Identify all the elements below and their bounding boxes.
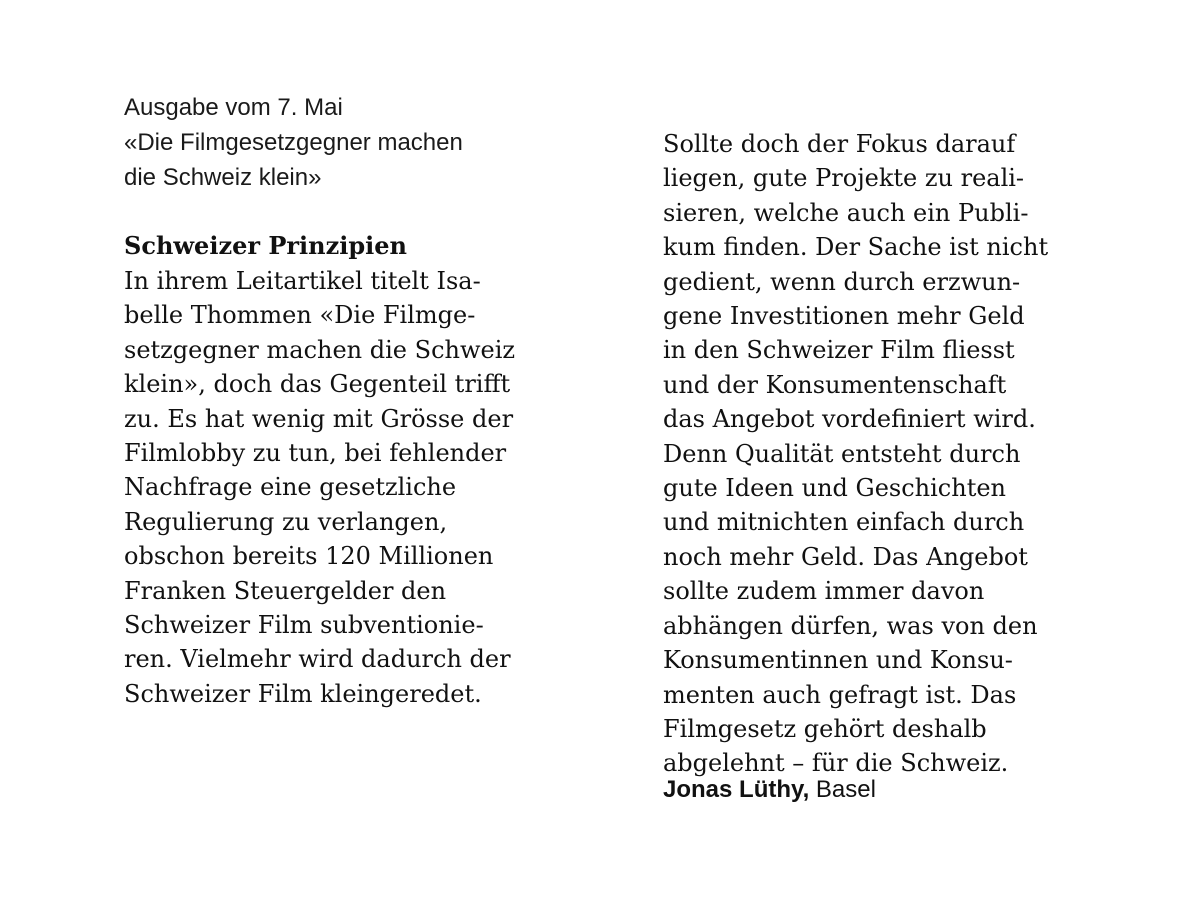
text-line: gene Investitionen mehr Geld — [663, 302, 1025, 331]
source-article-title-line: «Die Filmgesetzgegner machen — [124, 129, 463, 156]
text-line: sollte zudem immer davon — [663, 577, 985, 606]
source-reference — [124, 90, 584, 195]
text-line: Sollte doch der Fokus darauf — [663, 130, 1016, 158]
letter-body-left-column — [124, 264, 584, 711]
text-line: belle Thommen «Die Filmge- — [124, 301, 476, 330]
text-line: gedient, wenn durch erzwun- — [663, 267, 1021, 296]
text-line: Schweizer Film subventionie- — [124, 611, 484, 640]
text-line: abgelehnt – für die Schweiz. — [663, 749, 1009, 778]
text-line: Konsumentinnen und Konsu- — [663, 646, 1013, 675]
text-line: obschon bereits 120 Millionen — [124, 542, 494, 571]
text-line: abhängen dürfen, was von den — [663, 611, 1038, 640]
source-article-title-line: die Schweiz klein» — [124, 164, 322, 191]
text-line: und der Konsumentenschaft — [663, 370, 1007, 399]
text-line: Franken Steuergelder den — [124, 576, 447, 605]
letter-body-right-column — [663, 127, 1143, 781]
text-line: sieren, welche auch ein Publi- — [663, 198, 1029, 227]
author-name: Jonas Lüthy, — [663, 776, 810, 803]
text-line: in den Schweizer Film fliesst — [663, 336, 1015, 365]
author-location: Basel — [815, 776, 876, 803]
text-line: Regulierung zu verlangen, — [124, 507, 448, 536]
text-line: gute Ideen und Geschichten — [663, 474, 1007, 503]
text-line: und mitnichten einfach durch — [663, 508, 1025, 537]
text-line: menten auch gefragt ist. Das — [663, 680, 1017, 709]
letter-signature — [663, 773, 876, 807]
text-line: klein», doch das Gegenteil trifft — [124, 370, 511, 399]
text-line: ren. Vielmehr wird dadurch der — [124, 645, 511, 674]
text-line: Nachfrage eine gesetzliche — [124, 473, 457, 502]
text-line: Denn Qualität entsteht durch — [663, 439, 1021, 468]
source-issue-date: Ausgabe vom 7. Mai — [124, 94, 343, 121]
text-line: zu. Es hat wenig mit Grösse der — [124, 404, 514, 433]
text-line: Filmgesetz gehört deshalb — [663, 714, 987, 743]
text-line: Filmlobby zu tun, bei fehlender — [124, 439, 507, 468]
text-line: setzgegner machen die Schweiz — [124, 335, 516, 364]
text-line: noch mehr Geld. Das Angebot — [663, 542, 1028, 571]
text-line: liegen, gute Projekte zu reali- — [663, 164, 1025, 193]
text-line: In ihrem Leitartikel titelt Isa- — [124, 267, 481, 295]
text-line: Schweizer Film kleingeredet. — [124, 679, 482, 708]
letter-headline: Schweizer Prinzipien — [124, 231, 407, 260]
text-line: kum finden. Der Sache ist nicht — [663, 233, 1049, 262]
text-line: das Angebot vordefiniert wird. — [663, 405, 1036, 434]
